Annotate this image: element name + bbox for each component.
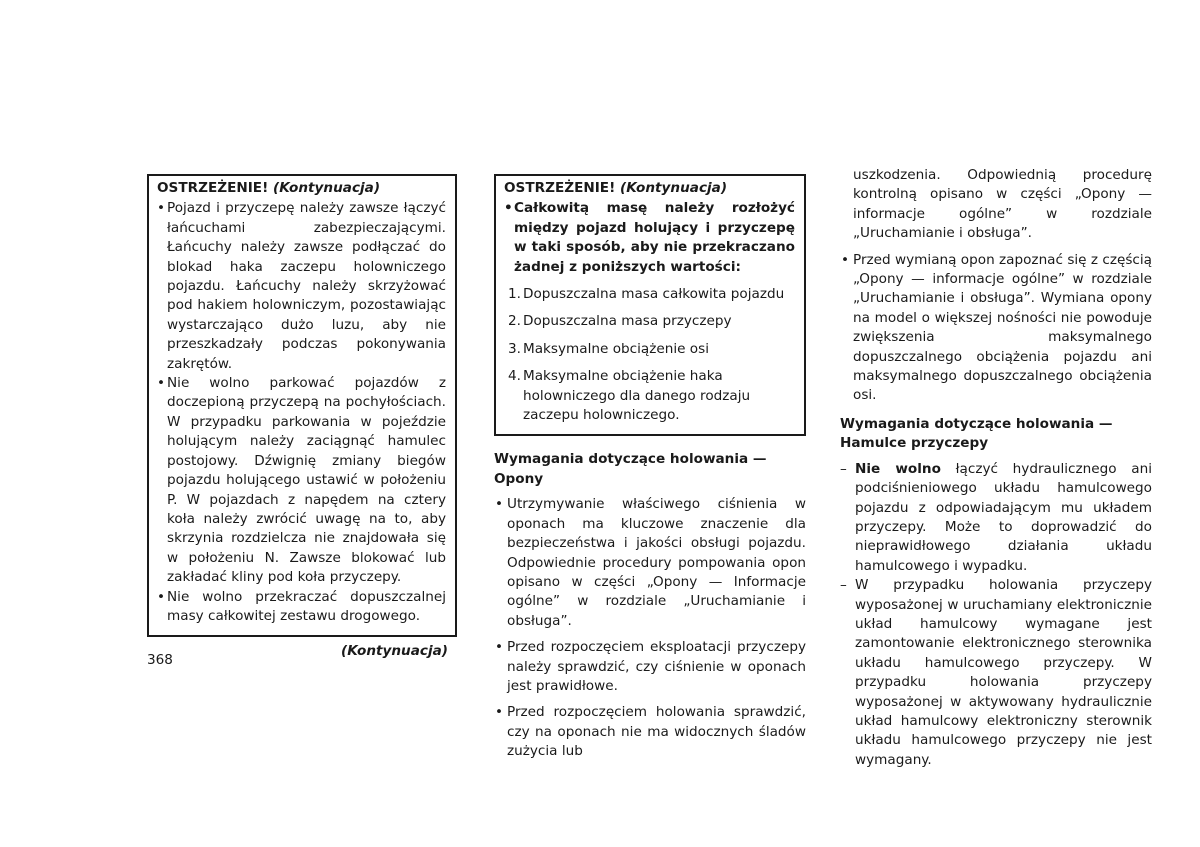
- warning-title-text: OSTRZEŻENIE!: [504, 180, 616, 196]
- section-title-brakes: [840, 415, 1152, 454]
- column-middle: [494, 174, 806, 769]
- warning-bullet: • Nie wolno przekraczać dopuszczalnej masy całkowitej zestawu drogowego.: [157, 588, 446, 627]
- tire-bullet: • Przed wymianą opon zapoznać się z częścią „Opony — informacje ogólne” w rozdziale „Uruchamianie i obsługa”. Wymiana opony na model o większej nośności nie powoduje zwiększenia maksymalnego dopuszczalnego obciążenia pojazdu ani maksymalnego dopuszczalnego obciążenia osi.: [840, 251, 1152, 406]
- section-title-line: Hamulce przyczepy: [840, 435, 989, 452]
- limits-list: [504, 285, 795, 425]
- section-title-line: Wymagania dotyczące holowania —: [840, 415, 1113, 432]
- list-text: Dopuszczalna masa przyczepy: [523, 313, 732, 330]
- warning-box-middle: [494, 174, 806, 436]
- tire-bullet: • Przed rozpoczęciem eksploatacji przyczepy należy sprawdzić, czy ciśnienie w oponach jest prawidłowe.: [494, 638, 806, 696]
- list-text: Maksymalne obciążenie haka holowniczego dla danego rodzaju zaczepu holowniczego.: [523, 368, 751, 424]
- list-item: [504, 367, 795, 425]
- warning-bold-bullet: • Całkowitą masę należy rozłożyć między pojazd holujący i przyczepę w taki sposób, aby nie przekraczano żadnej z poniższych wartości:: [504, 199, 795, 277]
- continued-paragraph: uszkodzenia. Odpowiednią procedurę kontrolną opisano w części „Opony — informacje ogólne” w rozdziale „Uruchamianie i obsługa”.: [853, 167, 1152, 242]
- list-item: [504, 312, 795, 331]
- list-text: Dopuszczalna masa całkowita pojazdu: [523, 286, 785, 303]
- list-number: 2.: [508, 313, 521, 330]
- dash-text: W przypadku holowania przyczepy wyposażonej w uruchamiany elektronicznie układ hamulcowy wymagane jest zamontowanie elektronicznego sterownika układu hamulcowego przyczepy. W przypadku holowania przyczepy wyposażonej w aktywowany hydraulicznie układ hamulcowy elektroniczny sterownik układu hamulcowego przyczepy nie jest wymagany.: [855, 577, 1152, 768]
- tire-bullet: • Utrzymywanie właściwego ciśnienia w oponach ma kluczowe znaczenie dla bezpieczeństwa i jakości obsługi pojazdu. Odpowiednie procedury pompowania opon opisano w części „Opony — Informacje ogólne” w rozdziale „Uruchamianie i obsługa”.: [494, 495, 806, 631]
- warning-bullet: • Nie wolno parkować pojazdów z doczepioną przyczepą na pochyłościach. W przypadku parkowania w pojeździe holującym należy zaciągnąć hamulec postojowy. Dźwignię zmiany biegów pojazdu holującego ustawić w położeniu P. W pojazdach z napędem na cztery koła należy zwrócić uwagę na to, aby skrzynia rozdzielcza nie znajdowała się w położeniu N. Zawsze blokować lub zakładać kliny pod koła przyczepy.: [157, 374, 446, 587]
- list-item: [504, 340, 795, 359]
- column-right: [840, 166, 1152, 770]
- page-number: 368: [147, 652, 173, 668]
- brake-dash-item: [840, 576, 1152, 770]
- list-text: Maksymalne obciążenie osi: [523, 340, 709, 357]
- column-left: [147, 174, 457, 662]
- brake-dash-item: [840, 460, 1152, 576]
- warning-bullet: • Pojazd i przyczepę należy zawsze łączyć łańcuchami zabezpieczającymi. Łańcuchy należy zawsze podłączać do blokad haka zaczepu holowniczego pojazdu. Łańcuchy należy skrzyżować pod hakiem holowniczym, pozostawiając wystarczająco dużo luzu, aby nie przeszkadzały podczas pokonywania zakrętów.: [157, 199, 446, 374]
- list-number: 1.: [508, 286, 521, 303]
- section-title-tires: Wymagania dotyczące holowania — Opony: [494, 451, 767, 487]
- list-number: 4.: [508, 368, 521, 385]
- list-number: 3.: [508, 340, 521, 357]
- warning-subtitle: (Kontynuacja): [620, 180, 728, 196]
- warning-title: [504, 179, 795, 198]
- dash-text: łączyć hydraulicznego ani podciśnieniowego układu hamulcowego pojazdu z odpowiadającym mu układem przyczepy. Może to doprowadzić do nieprawidłowego działania układu hamulcowego i wypadku.: [855, 460, 1153, 574]
- tire-bullet: • Przed rozpoczęciem holowania sprawdzić, czy na oponach nie ma widocznych śladów zużycia lub: [494, 703, 806, 761]
- continuation-note: (Kontynuacja): [340, 643, 448, 660]
- warning-box-left: [147, 174, 457, 637]
- list-item: [504, 285, 795, 304]
- warning-title-text: OSTRZEŻENIE!: [157, 180, 269, 196]
- warning-subtitle: (Kontynuacja): [273, 180, 381, 196]
- emphasis: Nie wolno: [855, 460, 941, 477]
- warning-title: [157, 179, 446, 198]
